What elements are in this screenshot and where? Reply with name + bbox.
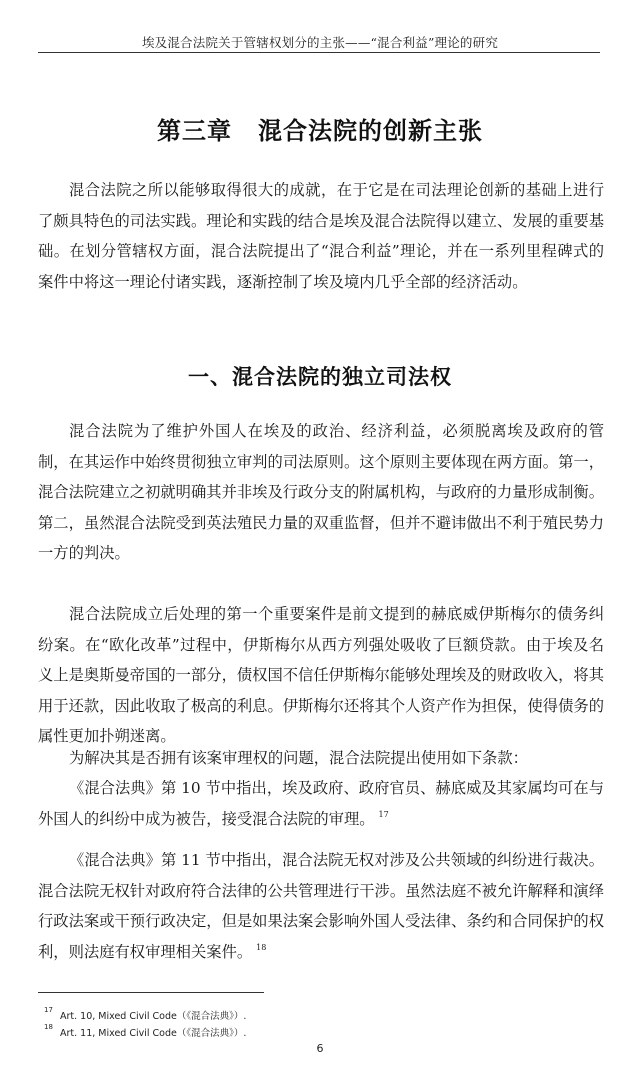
running-header: 埃及混合法院关于管辖权划分的主张——“混合利益”理论的研究 [141, 35, 499, 50]
footnote-number: 18 [44, 1023, 53, 1031]
body-paragraph-article-10 [38, 773, 604, 834]
chapter-heading: 混合法院的创新主张 [258, 117, 483, 145]
page-number: 6 [316, 1042, 324, 1055]
intro-paragraph: 混合法院之所以能够取得很大的成就，在于它是在司法理论创新的基础上进行了颇具特色的司法实践。理论和实践的结合是埃及混合法院得以建立、发展的重要基础。在划分管辖权方面，混合法院提出了“混合利益”理论，并在一系列里程碑式的案件中将这一理论付诸实践，逐渐控制了埃及境内几乎全部的经济活动。 [38, 181, 604, 291]
body-paragraph: 混合法院成立后处理的第一个重要案件是前文提到的赫底威伊斯梅尔的债务纠纷案。在“欧化改革”过程中，伊斯梅尔从西方列强处吸收了巨额贷款。由于埃及名义上是奥斯曼帝国的一部分，债权国不信任伊斯梅尔能够处理埃及的财政收入，将其用于还款，因此收取了极高的利息。伊斯梅尔还将其个人资产作为担保，使得债务的属性更加扑朔迷离。 [38, 605, 604, 745]
footnote-text: Art. 10, Mixed Civil Code（《混合法典》）. [60, 1011, 247, 1022]
footnote-ref-17[interactable]: 17 [378, 810, 389, 820]
footnote-ref-18[interactable]: 18 [256, 943, 267, 953]
footnote-18 [44, 1023, 247, 1039]
body-paragraph-article-11 [38, 845, 604, 967]
footnote-text: Art. 11, Mixed Civil Code（《混合法典》）. [60, 1028, 247, 1039]
footnote-rule [38, 992, 264, 993]
body-paragraph: 混合法院为了维护外国人在埃及的政治、经济利益，必须脱离埃及政府的管制，在其运作中始终贯彻独立审判的司法原则。这个原则主要体现在两方面。第一，混合法院建立之初就明确其并非埃及行政分支的附属机构，与政府的力量形成制衡。第二，虽然混合法院受到英法殖民力量的双重监督，但并不避讳做出不利于殖民势力一方的判决。 [38, 422, 604, 562]
header-rule [38, 52, 600, 53]
footnote-number: 17 [44, 1006, 53, 1014]
section-title: 一、混合法院的独立司法权 [188, 365, 452, 389]
body-paragraph: 为解决其是否拥有该案审理权的问题，混合法院提出使用如下条款： [69, 749, 528, 767]
article-11-text: 《混合法典》第 11 节中指出，混合法院无权对涉及公共领域的纠纷进行裁决。混合法院无权针对政府符合法律的公共管理进行干涉。虽然法庭不被允许解释和演绎行政法案或干预行政决定，但是如果法案会影响外国人受法律、条约和合同保护的权利，则法庭有权审理相关案件。 [38, 851, 604, 961]
chapter-number: 第三章 [157, 117, 232, 145]
article-10-text: 《混合法典》第 10 节中指出，埃及政府、政府官员、赫底威及其家属均可在与外国人的纠纷中成为被告，接受混合法院的审理。 [38, 779, 604, 828]
chapter-title [0, 111, 640, 146]
footnote-17 [44, 1006, 247, 1022]
